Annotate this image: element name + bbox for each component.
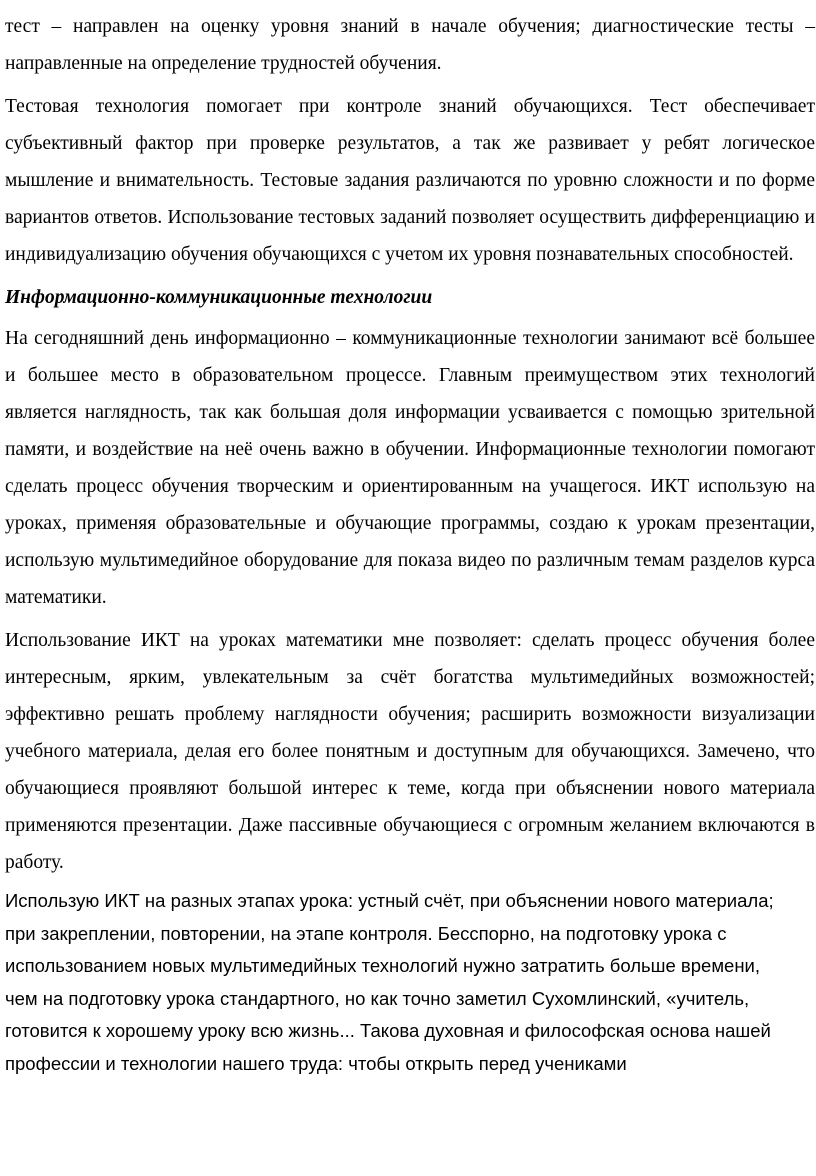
paragraph-ict-lesson-stages: Использую ИКТ на разных этапах урока: устный счёт, при объяснении нового материала; при закреплении, повторении, на этапе контроля. Бесспорно, на подготовку урока с использованием новых мультимедийных технологий нужно затратить больше времени, чем на подготовку урока стандартного, но как точно заметил Сухомлинский, «учитель, готовится к хорошему уроку всю жизнь... Такова духовная и философская основа нашей профессии и технологии нашего труда: чтобы открыть перед учениками	[5, 890, 774, 1074]
paragraph-ict-usage: Использование ИКТ на уроках математики мне позволяет: сделать процесс обучения более интересным, ярким, увлекательным за счёт богатства мультимедийных возможностей; эффективно решать проблему наглядности обучения; расширить возможности визуализации учебного материала, делая его более понятным и доступным для обучающихся. Замечено, что обучающиеся проявляют большой интерес к теме, когда при объяснении нового материала применяются презентации. Даже пассивные обучающиеся с огромным желанием включаются в работу.	[5, 630, 815, 873]
paragraph-ict-intro: На сегодняшний день информационно – коммуникационные технологии занимают всё большее и большее место в образовательном процессе. Главным преимуществом этих технологий является наглядность, так как большая доля информации усваивается с помощью зрительной памяти, и воздействие на неё очень важно в обучении. Информационные технологии помогают сделать процесс обучения творческим и ориентированным на учащегося. ИКТ использую на уроках, применяя образовательные и обучающие программы, создаю к урокам презентации, использую мультимедийное оборудование для показа видео по различным темам разделов курса математики.	[5, 328, 815, 608]
section-heading-ict: Информационно-коммуникационные технологии	[5, 287, 433, 308]
paragraph-test-technology: Тестовая технология помогает при контроле знаний обучающихся. Тест обеспечивает субъективный фактор при проверке результатов, а так же развивает у ребят логическое мышление и внимательность. Тестовые задания различаются по уровню сложности и по форме вариантов ответов. Использование тестовых заданий позволяет осуществить дифференциацию и индивидуализацию обучения обучающихся с учетом их уровня познавательных способностей.	[5, 96, 815, 265]
document-page	[5, 0, 815, 1080]
paragraph-tests: тест – направлен на оценку уровня знаний в начале обучения; диагностические тесты – направленные на определение трудностей обучения.	[5, 16, 815, 74]
